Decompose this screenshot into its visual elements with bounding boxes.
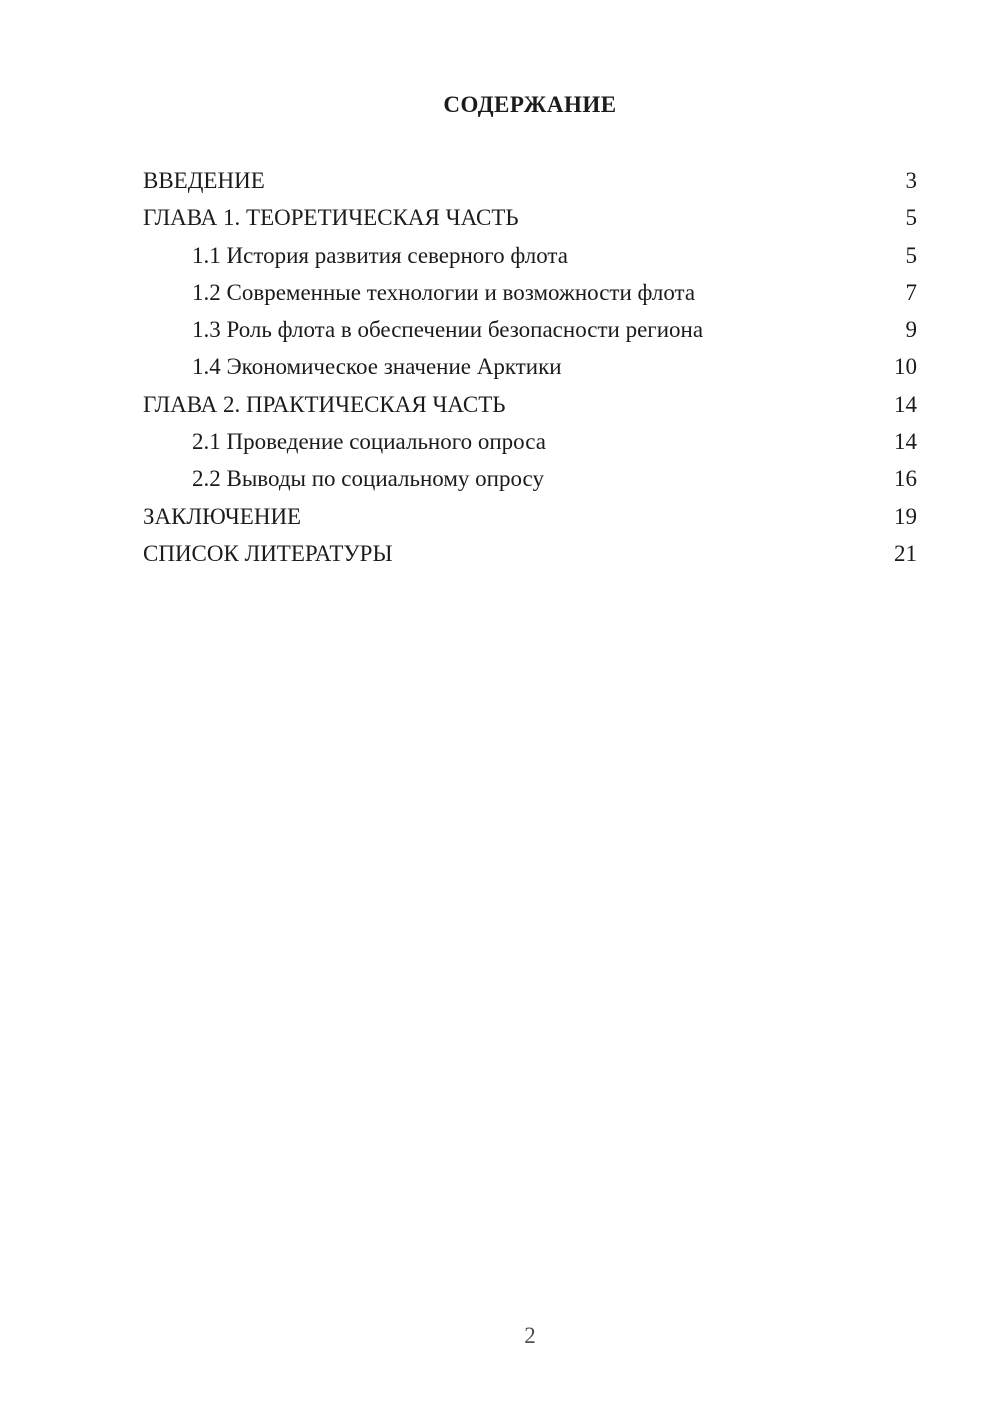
toc-entry-label: 2.1 Проведение социального опроса [192,429,546,455]
toc-entry [143,535,917,572]
toc-entry-label: 2.2 Выводы по социальному опросу [192,466,544,492]
toc-entry-label: ЗАКЛЮЧЕНИЕ [143,503,302,529]
page-number-footer: 2 [524,1323,536,1348]
toc-entry-page: 5 [905,205,917,231]
toc-entry-label: ГЛАВА 2. ПРАКТИЧЕСКАЯ ЧАСТЬ [143,391,506,417]
toc-entry-label: ВВЕДЕНИЕ [143,168,265,193]
toc-entry-page: 21 [894,540,917,566]
toc-entry [143,199,917,236]
toc-entry [143,237,917,274]
page-title: СОДЕРЖАНИЕ [443,92,617,117]
toc-entry-page: 10 [894,354,917,380]
toc-entry [143,348,917,385]
toc-entry-label: ГЛАВА 1. ТЕОРЕТИЧЕСКАЯ ЧАСТЬ [143,205,519,231]
page-content [143,0,917,572]
toc-entry [143,386,917,423]
toc-entry-label: 1.3 Роль флота в обеспечении безопасности региона [192,317,704,343]
toc-entry-label: 1.1 История развития северного флота [192,242,568,268]
toc-entry-page: 7 [905,279,917,305]
toc-entry [143,311,917,348]
toc-entry [143,423,917,460]
toc-entry-label: 1.2 Современные технологии и возможности флота [192,279,696,305]
toc-entry [143,498,917,535]
toc-entry-page: 14 [894,391,917,417]
toc-entry-page: 19 [894,503,917,529]
toc-entry-label: СПИСОК ЛИТЕРАТУРЫ [143,540,393,566]
toc-entry-page: 5 [905,242,917,268]
toc-entry [143,162,917,199]
toc-entry-page: 9 [905,317,917,343]
toc-entry [143,460,917,497]
toc-entry-page: 16 [894,466,917,492]
table-of-contents [143,162,917,572]
toc-entry-label: 1.4 Экономическое значение Арктики [192,354,562,380]
toc-entry-page: 14 [894,429,917,455]
toc-entry [143,274,917,311]
toc-entry-page: 3 [905,168,917,193]
